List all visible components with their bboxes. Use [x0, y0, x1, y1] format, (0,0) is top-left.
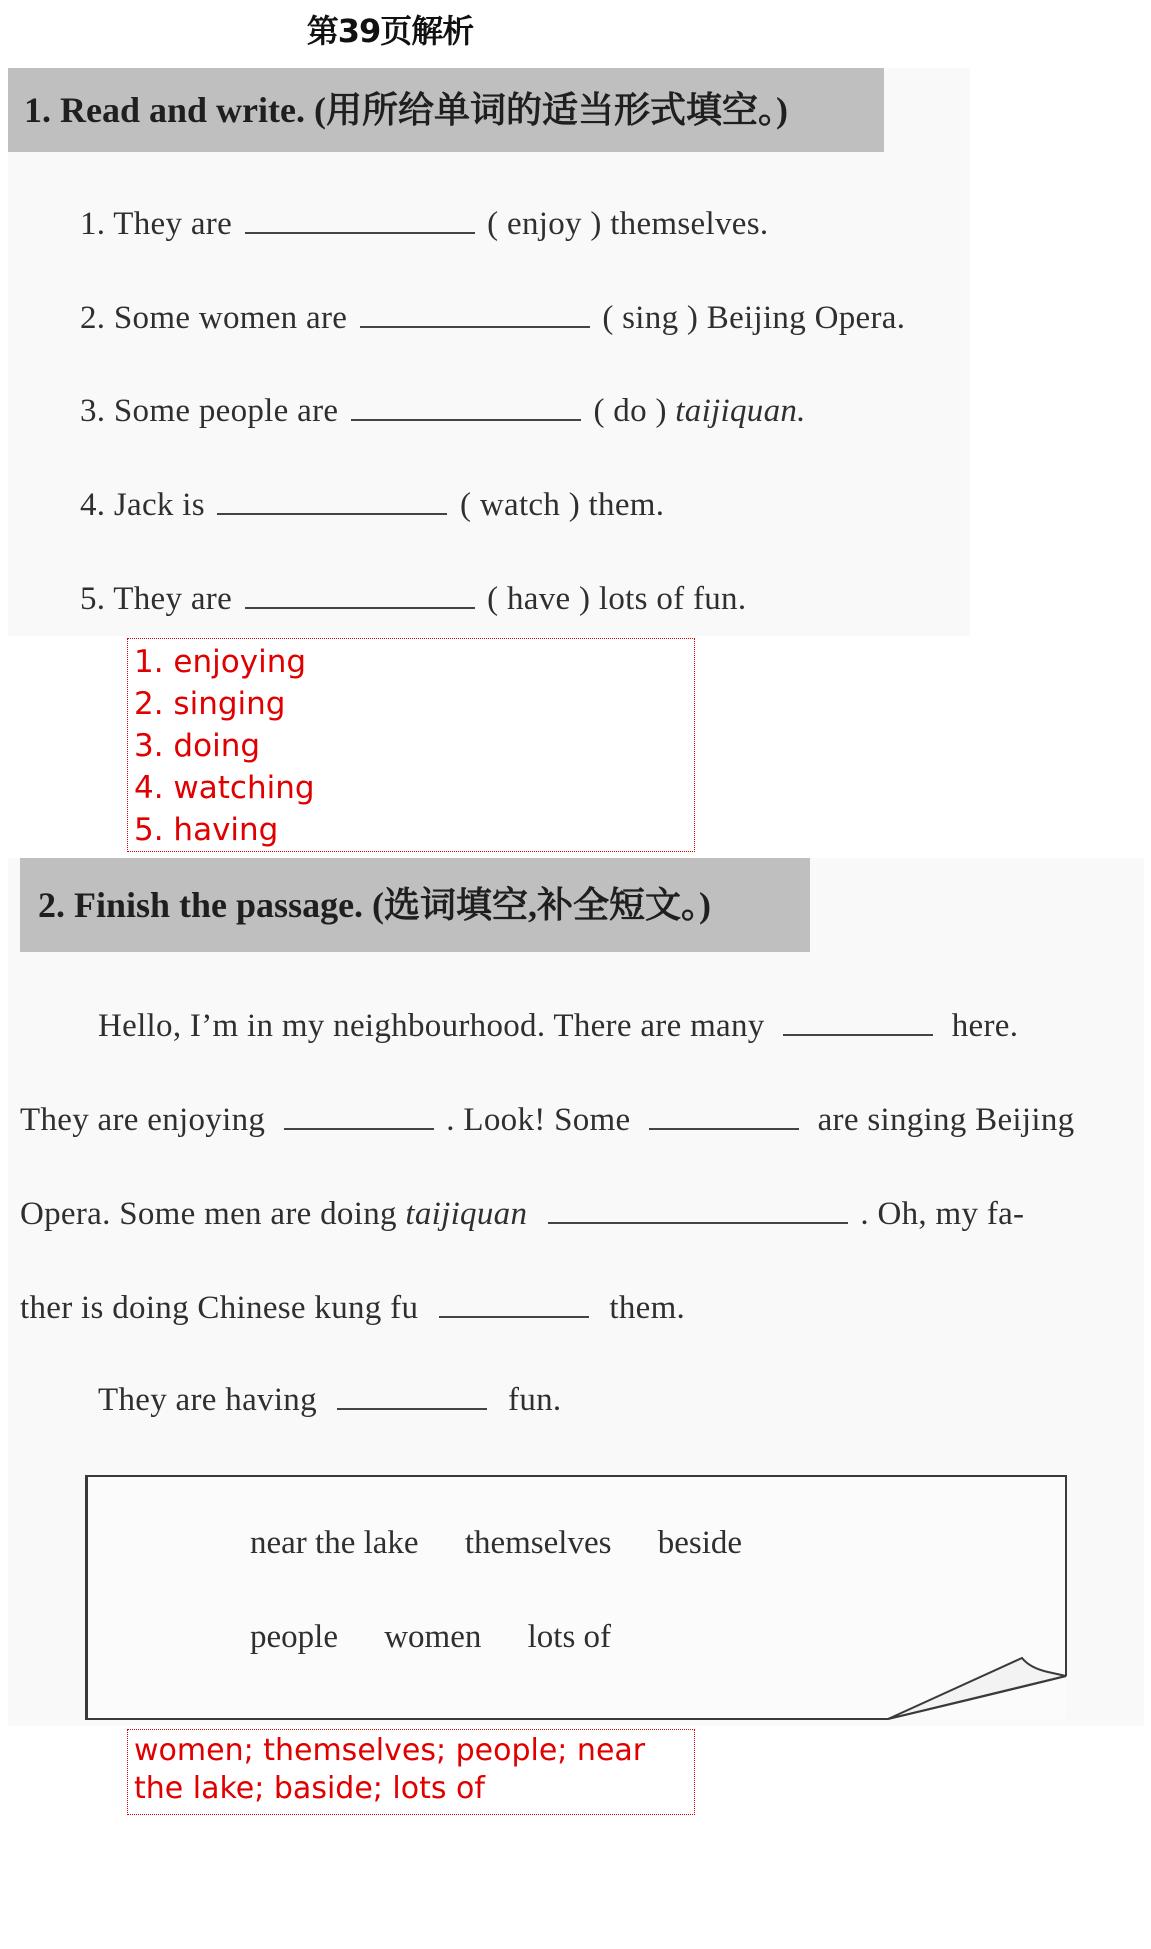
passage-text: Hello, I’m in my neighbourhood. There are many	[98, 1008, 765, 1044]
passage-text: Opera. Some men are doing	[20, 1196, 397, 1232]
question-3-hint: ( do )	[593, 393, 667, 429]
passage-text: . Oh, my fa-	[860, 1196, 1025, 1232]
question-4-hint: ( watch ) them.	[460, 487, 665, 523]
answer-4: 4. watching	[134, 770, 315, 806]
question-4	[80, 487, 664, 524]
page-title: 第39页解析	[306, 12, 474, 50]
question-3	[80, 393, 806, 430]
answer-blank-4	[217, 487, 447, 515]
question-5	[80, 581, 746, 618]
passage-blank	[284, 1102, 434, 1130]
section1-answer-box	[127, 638, 695, 852]
word-option: lots of	[527, 1619, 612, 1655]
section2-answer-box: women; themselves; people; near the lake; baside; lots of	[127, 1729, 695, 1815]
passage-line-1	[98, 1008, 1018, 1045]
passage-text: are singing Beijing	[817, 1102, 1075, 1138]
question-1-text: 1. They are	[80, 206, 233, 242]
section2-header: 2. Finish the passage. (选词填空,补全短文。)	[20, 858, 810, 952]
passage-line-3	[20, 1196, 1024, 1233]
answer-blank-3	[351, 393, 581, 421]
question-2	[80, 300, 905, 337]
question-3-text: 3. Some people are	[80, 393, 339, 429]
passage-text: them.	[609, 1290, 686, 1326]
passage-blank	[337, 1382, 487, 1410]
question-5-text: 5. They are	[80, 581, 233, 617]
word-option: near the lake	[250, 1525, 419, 1561]
question-1-hint: ( enjoy ) themselves.	[487, 206, 769, 242]
passage-blank	[649, 1102, 799, 1130]
passage-italic: taijiquan	[405, 1196, 528, 1232]
section1-scan	[8, 68, 970, 636]
question-2-hint: ( sing ) Beijing Opera.	[602, 300, 906, 336]
answer-3: 3. doing	[134, 728, 261, 764]
answer-blank-2	[360, 300, 590, 328]
passage-line-5	[98, 1382, 561, 1419]
question-5-hint: ( have ) lots of fun.	[487, 581, 747, 617]
word-bank-box	[86, 1475, 1066, 1719]
word-option: people	[250, 1619, 338, 1655]
question-3-italic: taijiquan.	[675, 393, 806, 429]
answer-blank-1	[245, 206, 475, 234]
answer-1: 1. enjoying	[134, 644, 307, 680]
question-1	[80, 206, 768, 243]
passage-text: ther is doing Chinese kung fu	[20, 1290, 419, 1326]
word-option: women	[384, 1619, 482, 1655]
answer-blank-5	[245, 581, 475, 609]
word-bank-row-2	[250, 1619, 649, 1656]
passage-text: here.	[951, 1008, 1019, 1044]
passage-blank	[548, 1196, 848, 1224]
passage-line-4	[20, 1290, 685, 1327]
word-option: themselves	[464, 1525, 612, 1561]
passage-blank	[783, 1008, 933, 1036]
word-bank-row-1	[250, 1525, 780, 1562]
passage-text: They are enjoying	[20, 1102, 266, 1138]
word-option: beside	[657, 1525, 743, 1561]
passage-text: They are having	[98, 1382, 317, 1418]
passage-text: fun.	[508, 1382, 562, 1418]
answer-2: 2. singing	[134, 686, 286, 722]
passage-line-2	[20, 1102, 1074, 1139]
passage-blank	[439, 1290, 589, 1318]
passage-text: . Look! Some	[446, 1102, 631, 1138]
answer-5: 5. having	[134, 812, 279, 848]
question-4-text: 4. Jack is	[80, 487, 205, 523]
section1-header: 1. Read and write. (用所给单词的适当形式填空。)	[8, 68, 884, 152]
question-2-text: 2. Some women are	[80, 300, 348, 336]
